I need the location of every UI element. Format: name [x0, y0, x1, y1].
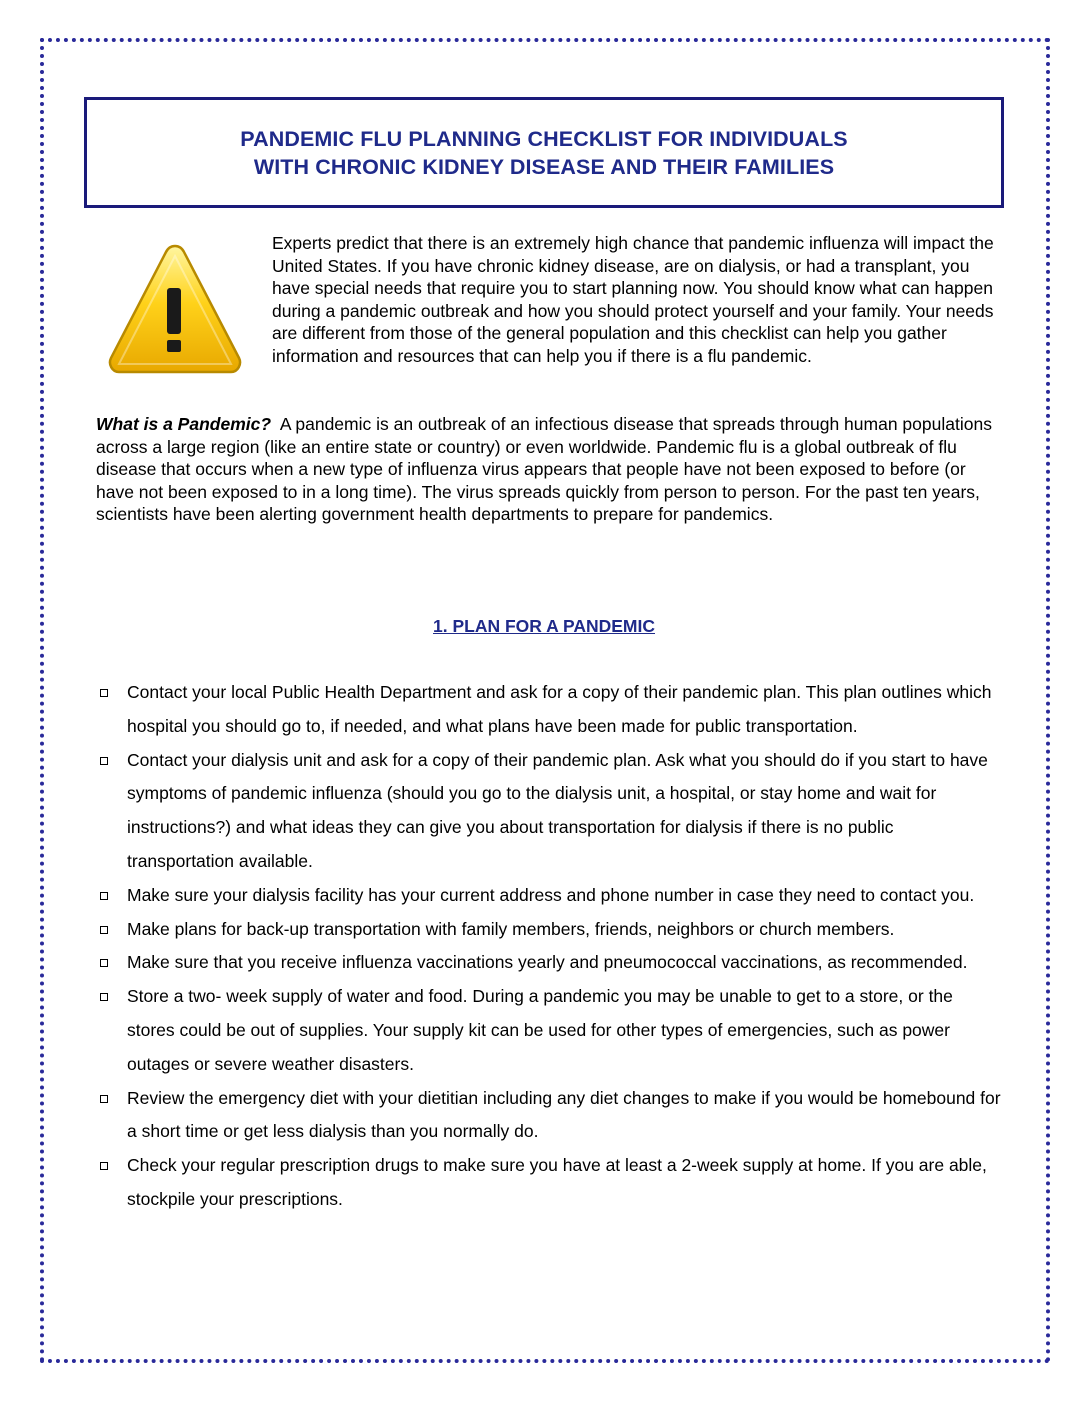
checkbox-icon[interactable]	[100, 757, 108, 765]
checkbox-icon[interactable]	[100, 926, 108, 934]
title-box	[84, 97, 1004, 208]
section-heading-plan: 1. PLAN FOR A PANDEMIC	[433, 616, 655, 636]
checkbox-icon[interactable]	[100, 959, 108, 967]
checklist-item	[96, 946, 1002, 980]
checklist-item-text: Store a two- week supply of water and food. During a pandemic you may be unable to get to a store, or the stores could be out of supplies. Your supply kit can be used for other types of emergencies, such as power outages or severe weather disasters.	[127, 986, 953, 1074]
checklist-item-text: Contact your dialysis unit and ask for a copy of their pandemic plan. Ask what you should do if you start to have symptoms of pandemic influenza (should you go to the dialysis unit, a hospital, or stay home and wait for instructions?) and what ideas they can give you about transportation for dialysis if there is no public transportation available.	[127, 749, 988, 871]
checklist-item	[96, 744, 1002, 879]
checklist-item-text: Make sure that you receive influenza vaccinations yearly and pneumococcal vaccinations, as recommended.	[127, 952, 968, 973]
checklist-item	[96, 1149, 1002, 1217]
checkbox-icon[interactable]	[100, 1162, 108, 1170]
page-title-line-1: PANDEMIC FLU PLANNING CHECKLIST FOR INDIVIDUALS	[240, 126, 848, 151]
checkbox-icon[interactable]	[100, 1095, 108, 1103]
pandemic-checklist	[96, 676, 1002, 1217]
warning-triangle-icon	[105, 240, 245, 380]
checkbox-icon[interactable]	[100, 993, 108, 1001]
what-is-pandemic-text: A pandemic is an outbreak of an infectious disease that spreads through human populations across a large region (like an entire state or country) or even worldwide. Pandemic flu is a global outbreak of flu disease that occurs when a new type of influenza virus appears that people have not been exposed to before (or have not been exposed to in a long time). The virus spreads quickly from person to person. For the past ten years, scientists have been alerting government health departments to prepare for pandemics.	[96, 414, 992, 525]
intro-paragraph: Experts predict that there is an extremely high chance that pandemic influenza will impact the United States. If you have chronic kidney disease, are on dialysis, or had a transplant, you have special needs that require you to start planning now. You should know what can happen during a pandemic outbreak and how you should protect yourself and your family. Your needs are different from those of the general population and this checklist can help you gather information and resources that can help you if there is a flu pandemic.	[272, 233, 994, 366]
checkbox-icon[interactable]	[100, 892, 108, 900]
page-title-line-2: WITH CHRONIC KIDNEY DISEASE AND THEIR FAMILIES	[253, 154, 835, 179]
what-is-pandemic-paragraph	[96, 413, 1002, 526]
checklist-item	[96, 879, 1002, 913]
checklist-item-text: Check your regular prescription drugs to make sure you have at least a 2-week supply at home. If you are able, stockpile your prescriptions.	[127, 1155, 987, 1209]
checklist-item	[96, 980, 1002, 1081]
checklist-item	[96, 1082, 1002, 1150]
checklist-item-text: Review the emergency diet with your dietitian including any diet changes to make if you would be homebound for a short time or get less dialysis than you normally do.	[127, 1087, 1001, 1142]
checklist-item	[96, 676, 1002, 744]
checklist-item-text: Make plans for back-up transportation with family members, friends, neighbors or church members.	[127, 918, 895, 939]
checklist-item	[96, 913, 1002, 947]
checkbox-icon[interactable]	[100, 689, 108, 697]
checklist-item-text: Contact your local Public Health Department and ask for a copy of their pandemic plan. This plan outlines which hospital you should go to, if needed, and what plans have been made for public transportation.	[127, 682, 992, 736]
what-is-pandemic-lead: What is a Pandemic?	[96, 414, 272, 434]
checklist-item-text: Make sure your dialysis facility has your current address and phone number in case they need to contact you.	[127, 884, 975, 905]
